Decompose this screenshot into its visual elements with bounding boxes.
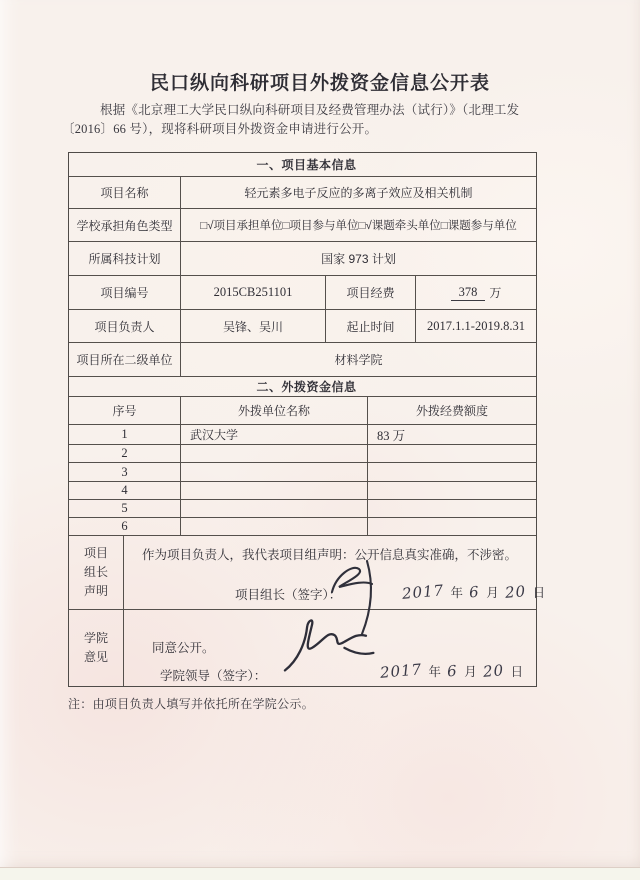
project-number-label: 项目编号	[69, 276, 181, 309]
intro-line-2: 〔2016〕66 号），现将科研项目外拨资金申请进行公开。	[62, 121, 378, 136]
role-type-checkboxes: □√项目承担单位□项目参与单位□√课题牵头单位□课题参与单位	[200, 220, 517, 232]
opinion-statement: 同意公开。	[152, 641, 215, 655]
opinion-label-line: 学院	[83, 631, 108, 645]
opinion-date-day-unit: 日	[510, 665, 524, 679]
declaration-date-month-unit: 月	[486, 586, 499, 600]
declaration-date-day-unit: 日	[532, 586, 546, 600]
row-no: 6	[69, 518, 181, 535]
budget-unit: 万	[489, 286, 502, 300]
opinion-label-line: 意见	[83, 650, 108, 664]
declaration-statement: 作为项目负责人，我代表项目组声明：公开信息真实准确，不涉密。	[142, 548, 518, 562]
row-no: 4	[69, 482, 181, 499]
leader-sign-label: 项目组长（签字）：	[235, 588, 342, 602]
leader-label: 项目负责人	[69, 310, 181, 342]
program-row	[69, 241, 536, 275]
opinion-date-year: 2017	[379, 660, 423, 682]
opinion-date-year-unit: 年	[428, 665, 442, 679]
budget-amount: 378	[451, 285, 486, 301]
table-row	[69, 499, 536, 517]
col-header-amount: 外拨经费额度	[415, 404, 488, 418]
form-table	[68, 152, 546, 687]
opinion-content	[124, 610, 536, 686]
declaration-date-day: 20	[504, 582, 527, 602]
declaration-label-line: 组长	[83, 565, 108, 579]
opinion-date-day: 20	[482, 661, 505, 681]
section2-column-header-row	[69, 396, 536, 424]
duration-label: 起止时间	[326, 310, 416, 342]
row-amount	[368, 518, 536, 535]
declaration-date-month: 6	[468, 582, 481, 602]
program-label: 所属科技计划	[69, 242, 181, 275]
row-unit-name	[181, 445, 368, 462]
role-type-row	[69, 208, 536, 241]
opinion-label	[69, 610, 124, 686]
declaration-label	[69, 536, 124, 609]
row-unit-name	[181, 463, 368, 481]
leader-value: 吴锋、吴川	[181, 310, 326, 342]
row-amount	[368, 482, 536, 499]
row-amount: 83 万	[377, 428, 406, 443]
declaration-content	[124, 536, 546, 609]
unit-row	[69, 342, 536, 376]
section1-header: 一、项目基本信息	[256, 158, 357, 172]
project-number-row	[69, 275, 536, 309]
opinion-date	[380, 662, 526, 680]
declaration-date-year: 2017	[401, 581, 445, 603]
col-header-no: 序号	[69, 397, 181, 424]
col-header-name: 外拨单位名称	[181, 397, 368, 424]
section1-header-row	[69, 153, 536, 176]
row-amount	[368, 445, 536, 462]
dean-signature	[274, 612, 384, 680]
row-unit-name	[181, 500, 368, 517]
unit-value: 材料学院	[334, 353, 383, 367]
page-title: 民口纵向科研项目外拨资金信息公开表	[149, 73, 490, 94]
project-name-value: 轻元素多电子反应的多离子效应及相关机制	[244, 186, 473, 200]
budget-label: 项目经费	[326, 276, 416, 309]
table-row	[69, 424, 536, 444]
table-row	[69, 444, 536, 462]
opinion-date-month-unit: 月	[464, 665, 477, 679]
table-row	[69, 517, 536, 535]
row-no: 1	[69, 425, 181, 444]
row-amount	[368, 500, 536, 517]
row-no: 2	[69, 445, 181, 462]
row-unit-name	[181, 482, 368, 499]
intro-line-1: 根据《北京理工大学民口纵向科研项目及经费管理办法（试行）》（北理工发	[100, 103, 520, 117]
intro-paragraph	[62, 101, 550, 138]
project-name-label: 项目名称	[69, 177, 181, 208]
section2-header-row	[69, 376, 536, 396]
declaration-label-line: 项目	[83, 546, 108, 560]
duration-value: 2017.1.1-2019.8.31	[427, 318, 525, 333]
row-amount	[368, 463, 536, 481]
row-unit-name: 武汉大学	[181, 425, 368, 444]
budget-value-cell	[416, 276, 536, 309]
unit-label: 项目所在二级单位	[69, 343, 181, 376]
declaration-date-year-unit: 年	[450, 586, 464, 600]
declaration-label-line: 声明	[83, 584, 108, 598]
leader-row	[69, 309, 536, 342]
opinion-date-month: 6	[446, 661, 459, 681]
row-unit-name	[181, 518, 368, 535]
table-row	[69, 481, 536, 499]
role-type-label: 学校承担角色类型	[69, 209, 181, 241]
dean-sign-label: 学院领导（签字）：	[160, 669, 267, 683]
project-name-row	[69, 176, 536, 208]
row-no: 3	[69, 463, 181, 481]
declaration-date	[402, 583, 548, 601]
program-value: 国家 973 计划	[321, 252, 396, 266]
table-row	[69, 462, 536, 481]
declaration-row	[69, 535, 546, 609]
project-number-value: 2015CB251101	[181, 276, 326, 309]
row-no: 5	[69, 500, 181, 517]
opinion-row	[69, 609, 536, 686]
section2-header: 二、外拨资金信息	[256, 380, 357, 394]
footnote: 注：由项目负责人填写并依托所在学院公示。	[68, 697, 315, 711]
